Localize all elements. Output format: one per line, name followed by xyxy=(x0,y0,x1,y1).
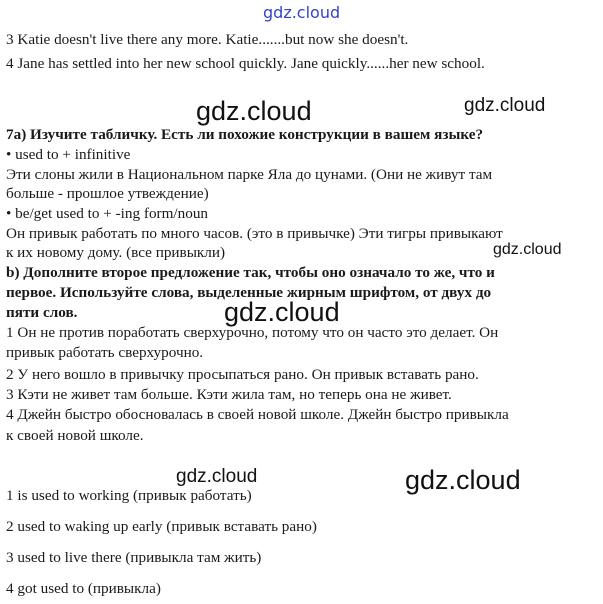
section-7b-heading-line-3: пяти слов. xyxy=(6,304,78,321)
example-2-line-1: Он привык работать по много часов. (это в привычке) Эти тигры привыкают xyxy=(6,225,503,242)
watermark-top: gdz.cloud xyxy=(263,3,341,22)
section-7a-heading: 7a) Изучите табличку. Есть ли похожие конструкции в вашем языке? xyxy=(6,126,484,143)
example-2-line-2: к их новому дому. (все привыкли) xyxy=(6,244,226,261)
answer-item: 1 is used to working (привык работать) xyxy=(6,487,252,504)
section-7b-item-1-line-2: привык работать сверхурочно. xyxy=(6,344,204,361)
section-7b-item-3: 3 Кэти не живет там больше. Кэти жила там, но теперь она не живет. xyxy=(6,386,452,403)
exercise-item-3: 3 Katie doesn't live there any more. Katie.......but now she doesn't. xyxy=(6,31,409,48)
example-1-line-2: больше - прошлое утвеждение) xyxy=(6,185,209,202)
rule-used-to-infinitive: • used to + infinitive xyxy=(6,146,131,163)
watermark: gdz.cloud xyxy=(224,297,340,327)
watermark: gdz.cloud xyxy=(405,465,521,495)
watermark: gdz.cloud xyxy=(176,466,258,487)
exercise-item-4: 4 Jane has settled into her new school quickly. Jane quickly......her new school. xyxy=(6,55,485,72)
section-7b-item-2: 2 У него вошло в привычку просыпаться рано. Он привык вставать рано. xyxy=(6,366,479,383)
rule-be-get-used-to: • be/get used to + -ing form/noun xyxy=(6,205,209,222)
section-7b-item-1-line-1: 1 Он не против поработать сверхурочно, потому что он часто это делает. Он xyxy=(6,324,499,341)
section-7b-item-4-line-1: 4 Джейн быстро обосновалась в своей новой школе. Джейн быстро привыкла xyxy=(6,406,509,423)
watermark: gdz.cloud xyxy=(464,95,546,116)
answer-item: 4 got used to (привыкла) xyxy=(6,580,161,597)
watermark: gdz.cloud xyxy=(196,96,312,126)
section-7b-heading-line-2: первое. Используйте слова, выделенные жирным шрифтом, от двух до xyxy=(6,284,492,301)
section-7b-heading-line-1: b) Дополните второе предложение так, чтобы оно означало то же, что и xyxy=(6,264,495,281)
watermark: gdz.cloud xyxy=(493,241,562,258)
answer-item: 3 used to live there (привыкла там жить) xyxy=(6,549,262,566)
answer-item: 2 used to waking up early (привык вставать рано) xyxy=(6,518,317,535)
example-1-line-1: Эти слоны жили в Национальном парке Яла до цунами. (Они не живут там xyxy=(6,166,493,183)
section-7b-item-4-line-2: к своей новой школе. xyxy=(6,427,144,444)
